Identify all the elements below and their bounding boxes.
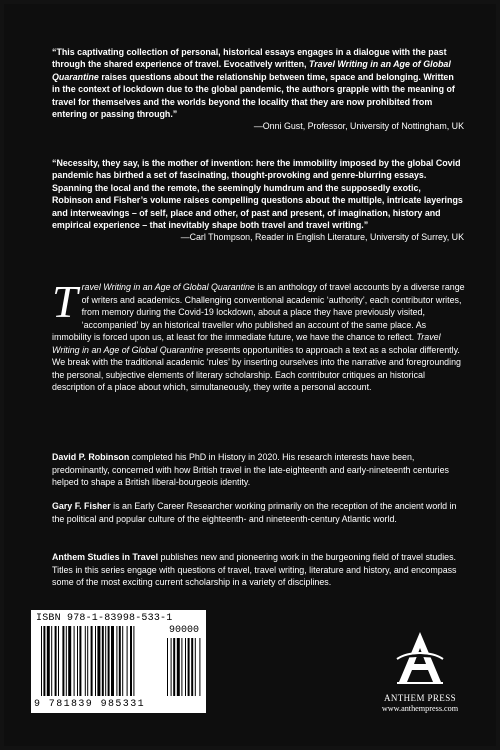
author-name-robinson: David P. Robinson [52,452,130,462]
barcode-addon-bar [181,638,182,696]
barcode-bar [79,626,81,696]
endorsement-1 [52,46,464,133]
description-title: ravel Writing in an Age of Global Quarantine [81,282,255,292]
barcode-bar [66,626,67,696]
barcode-bar [68,626,71,696]
barcode-addon-bar [195,638,196,696]
barcode-addon-bar [171,638,172,696]
barcode-bar [87,626,88,696]
barcode-bar [58,626,59,696]
series-text: publishes new and pioneering work in the burgeoning field of travel studies. Titles in this series engage with questions of travel, travel writing, literature and history, and encompass some of the most exciting current scholarship in a variety of disciplines. [52,552,457,588]
endorsement-2 [52,157,464,244]
endorsement-2-text: “Necessity, they say, is the mother of invention: here the immobility imposed by the global Covid pandemic has birthed a set of fascinating, thought-provoking and genre-blurring essays. Spanning the local and the remote, the seemingly humdrum and the supposedly exotic, Robinson and Fisher’s volume raises compelling questions about the multiple, intricate layerings and interweavings – of self, place and other, of past and present, of imagination, history and empirical experience – that inevitably shape both travel and travel writing.” [52,158,463,231]
barcode-addon-bar [177,638,180,696]
barcode-bar [122,626,123,696]
publisher-name: ANTHEM PRESS [383,693,457,703]
barcode-bar [47,626,50,696]
isbn-label: ISBN 978-1-83998-533-1 [36,613,173,624]
publisher-url[interactable]: www.anthempress.com [381,704,459,713]
barcode-bar [62,626,64,696]
barcode-addon-bar [188,638,190,696]
barcode-bar [102,626,104,696]
author-bio-robinson [52,451,468,489]
barcode-bar [133,626,134,696]
barcode-bar [41,626,42,696]
barcode-addon-bar [167,638,168,696]
endorsement-1-line-2: the past through the shared experience of travel. Evocatively written, [52,47,447,70]
publisher-logo [380,630,460,712]
barcode-bar [43,626,45,696]
ean-number: 9 781839 985331 [34,699,146,710]
barcode-bar [97,626,100,696]
barcode-bars [31,610,206,713]
endorsement-1-line-1: “This captivating collection of personal, historical essays engages in a dialogue with [52,47,411,57]
endorsement-1-attribution: —Onni Gust, Professor, University of Nottingham, UK [253,121,464,132]
author-bio-fisher [52,500,468,525]
endorsement-2-attribution: —Carl Thompson, Reader in English Literature, University of Surrey, UK [180,232,464,243]
barcode-bar [95,626,96,696]
book-description [52,276,468,394]
endorsement-1-line-3: raises questions about the relationship between time, space and belonging. Written in the context of lockdown due to the global pandemic, the authors grapple with the meaning of travel for themselves and the worlds beyond the locality that they are now prohibited from entering or passing through.” [52,71,455,120]
author-bio-text-fisher: is an Early Career Researcher working primarily on the reception of the ancient world in the political and popular culture of the eighteenth- and nineteenth-century Atlantic world. [52,501,457,524]
barcode-addon-bar [173,638,175,696]
barcode-addon-bar [185,638,186,696]
barcode-bar [127,626,128,696]
barcode-bar [119,626,121,696]
barcode-bar [51,626,52,696]
barcode-bar [108,626,110,696]
barcode-addon-bar [191,638,193,696]
barcode [31,610,206,713]
endorsement-1-title: Travel Writing in an Age of Global Quarantine [52,59,451,82]
barcode-bar [74,626,75,696]
barcode-bar [116,626,117,696]
author-bio-text-robinson: completed his PhD in History in 2020. His research interests have been, predominantly, concerned with how British travel in the late-eighteenth and early-nineteenth centuries helped to shape a British liberal-bourgeois identity. [52,452,449,488]
barcode-bar [105,626,106,696]
barcode-bar [55,626,57,696]
barcode-bar [111,626,114,696]
series-description [52,551,468,589]
drop-cap: T [52,276,78,327]
barcode-bar [91,626,93,696]
barcode-bar [85,626,86,696]
price-code: 90000 [169,625,200,636]
barcode-addon-bar [199,638,200,696]
series-name: Anthem Studies in Travel [52,552,159,562]
author-name-fisher: Gary F. Fisher [52,501,111,511]
description-text-2: presents opportunities to approach a text as a scholar differently. We break with the traditional academic ‘rules’ by inserting ourselves into the narrative and foregrounding the personal, subjective elements of literary scholarship. Each contributor critiques an historical description of a place about which, simultaneously, they write a personal account. [52,344,461,393]
barcode-bar [130,626,132,696]
description-title-2: Travel Writing in an Age of Global Quarantine [52,332,441,355]
barcode-bar [77,626,78,696]
anthem-a-logo-icon [393,630,447,686]
description-text-1: is an anthology of travel accounts by a diverse range of writers and academics. Challenging conventional academic ‘authority’, each contributor writes, from memory during the Covid-19 lockdown, about a place they have previously visited, ‘accompanied’ by an historical traveller who published an account of the same place. As immobility is forced upon us, at least for the immediate future, we have the chance to reflect. [52,282,465,343]
